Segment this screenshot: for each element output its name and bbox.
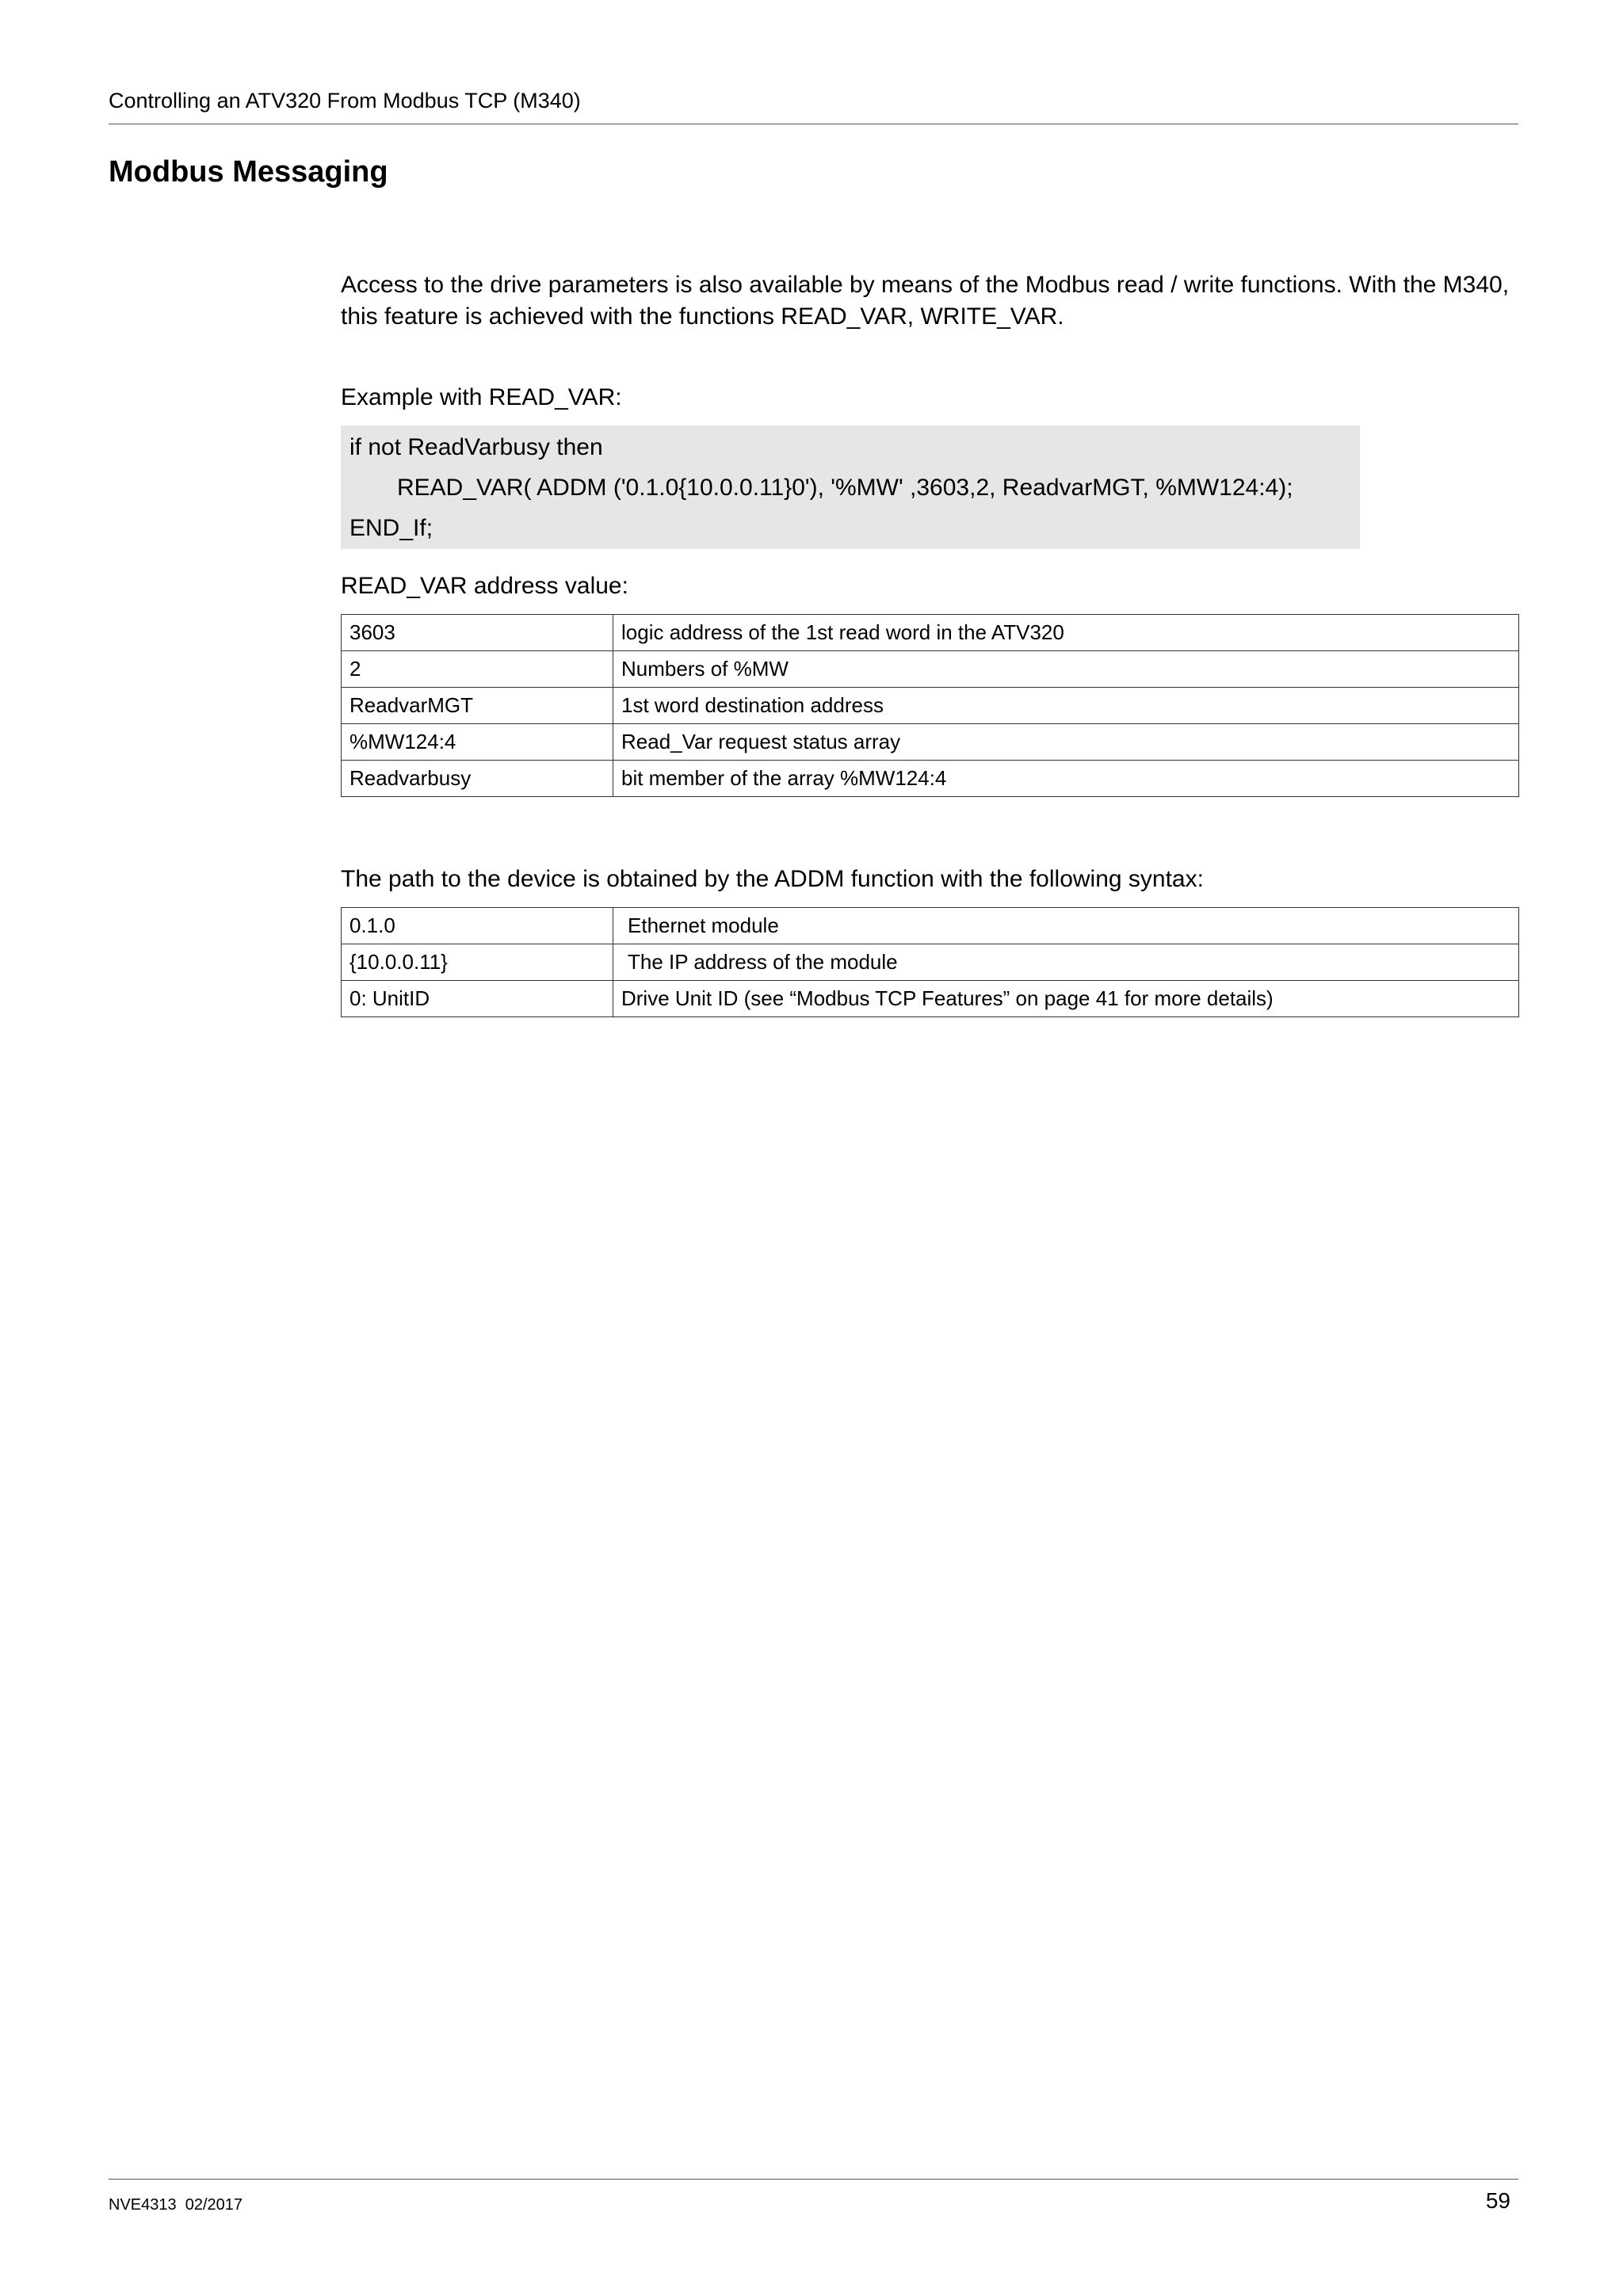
intro-line-2: this feature is achieved with the functions READ_VAR, WRITE_VAR.: [341, 303, 1064, 330]
table-cell-description: bit member of the array %MW124:4: [613, 761, 1519, 797]
table-cell-description: The IP address of the module: [613, 944, 1519, 981]
address-value-table: [341, 614, 1519, 797]
table-cell-key: 3603: [342, 615, 613, 651]
table-cell-description: Ethernet module: [613, 908, 1519, 944]
table-cell-key: 0: UnitID: [342, 981, 613, 1017]
table-cell-key: %MW124:4: [342, 724, 613, 761]
code-line-1: if not ReadVarbusy then: [349, 434, 603, 460]
intro-paragraph: [341, 269, 1518, 333]
code-line-3: END_If;: [349, 515, 433, 541]
table-row: [342, 615, 1519, 651]
footer-document-reference: NVE4313 02/2017: [109, 2196, 243, 2214]
table-row: [342, 981, 1519, 1017]
table-row: [342, 761, 1519, 797]
table-cell-description: 1st word destination address: [613, 688, 1519, 724]
addm-syntax-table: [341, 907, 1519, 1017]
table-cell-description: Read_Var request status array: [613, 724, 1519, 761]
table-row: [342, 651, 1519, 688]
table-row: [342, 688, 1519, 724]
table-cell-key: ReadvarMGT: [342, 688, 613, 724]
code-example: [341, 425, 1360, 549]
section-heading: Modbus Messaging: [109, 155, 388, 189]
path-table-label: The path to the device is obtained by the ADDM function with the following syntax:: [341, 866, 1204, 892]
table-cell-key: 0.1.0: [342, 908, 613, 944]
intro-line-1: Access to the drive parameters is also available by means of the Modbus read / write functions. With the M340,: [341, 272, 1510, 298]
table-cell-description: Drive Unit ID (see “Modbus TCP Features” on page 41 for more details): [613, 981, 1519, 1017]
table-cell-description: logic address of the 1st read word in the ATV320: [613, 615, 1519, 651]
code-line-2: READ_VAR( ADDM ('0.1.0{10.0.0.11}0'), '%MW' ,3603,2, ReadvarMGT, %MW124:4);: [397, 475, 1293, 501]
table-cell-key: {10.0.0.11}: [342, 944, 613, 981]
table-cell-key: Readvarbusy: [342, 761, 613, 797]
table-row: [342, 724, 1519, 761]
running-header: Controlling an ATV320 From Modbus TCP (M340): [109, 89, 581, 113]
table-cell-description: Numbers of %MW: [613, 651, 1519, 688]
footer-divider: [109, 2179, 1518, 2180]
page-number: 59: [1485, 2188, 1510, 2213]
table-cell-key: 2: [342, 651, 613, 688]
table-row: [342, 944, 1519, 981]
address-table-label: READ_VAR address value:: [341, 573, 628, 599]
example-label: Example with READ_VAR:: [341, 384, 622, 410]
table-row: [342, 908, 1519, 944]
